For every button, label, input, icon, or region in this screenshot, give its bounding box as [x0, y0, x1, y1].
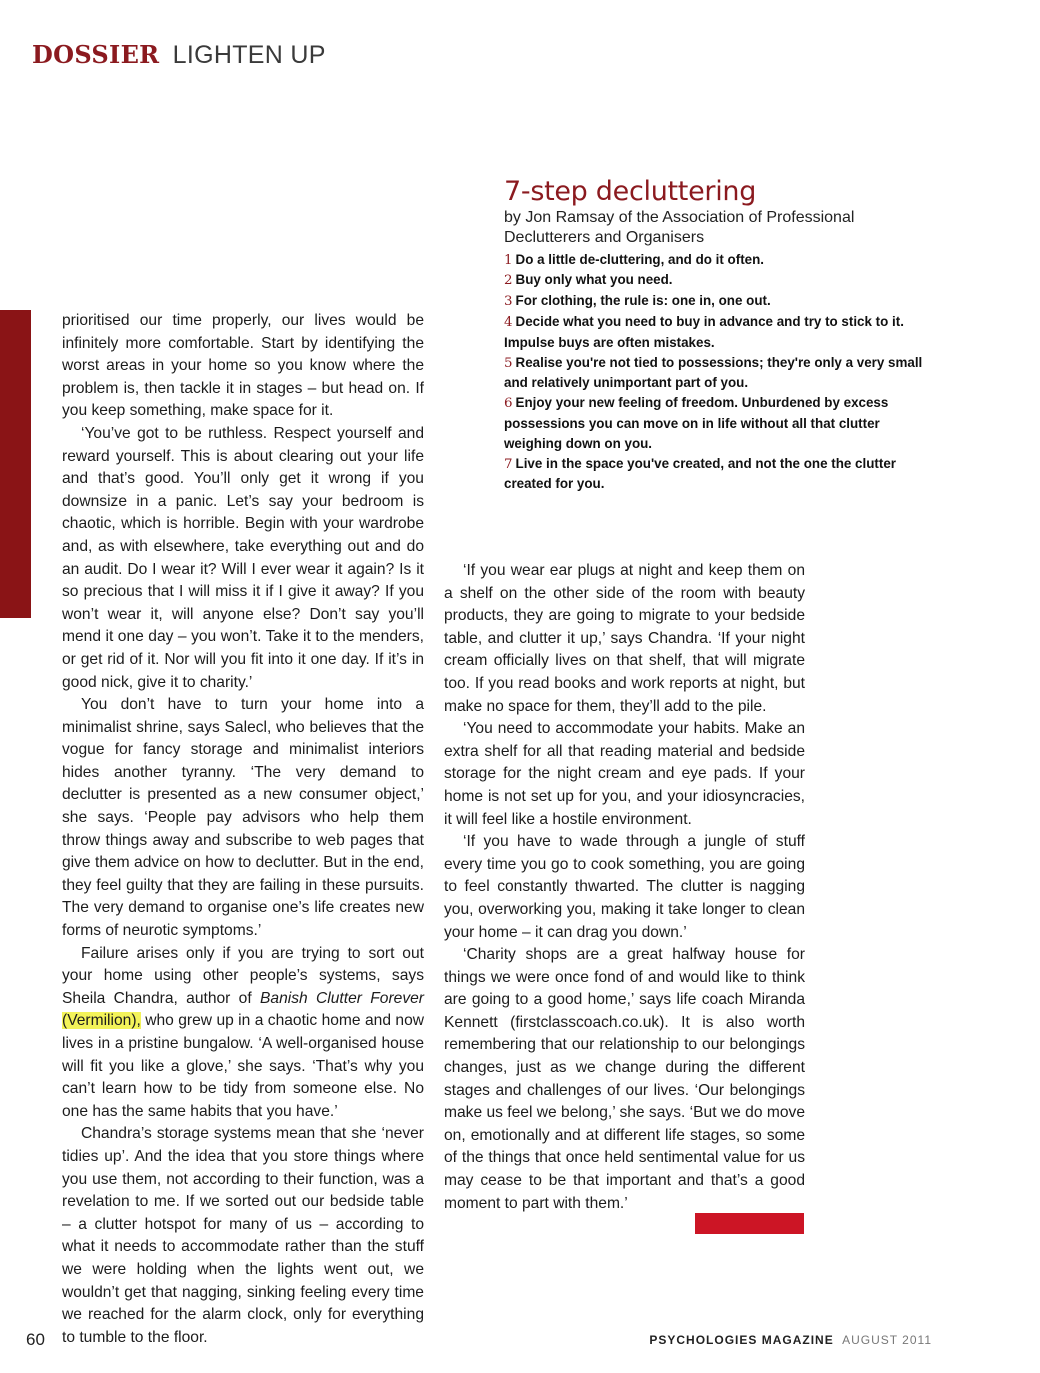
step-item — [504, 353, 924, 394]
step-item — [504, 454, 924, 495]
article-paragraph — [62, 943, 424, 1124]
article-paragraph: ‘If you have to wade through a jungle of stuff every time you go to cook something, you are going to feel constantly thwarted. The clutter is nagging you, overworking you, making it take longer to clean your home – it can drag you down.’ — [444, 833, 805, 941]
step-text: For clothing, the rule is: one in, one out. — [515, 293, 771, 309]
article-column-left — [62, 310, 424, 1349]
step-item — [504, 250, 924, 271]
sidebar-title: 7-step decluttering — [504, 176, 757, 207]
article-paragraph: You don’t have to turn your home into a minimalist shrine, says Salecl, who believes that the vogue for fancy storage and minimalist interiors hides another tyranny. ‘The very demand to declutter is presented as a new consumer object,’ she says. ‘People pay advisors who help them throw things away and subscribe to web pages that give them advice on how to declutter. But in the end, they feel guilty that they are failing in these pursuits. The very demand to organise one’s life creates new forms of neurotic symptoms.’ — [62, 696, 424, 940]
step-item — [504, 393, 924, 453]
step-text: Do a little de-cluttering, and do it often. — [515, 251, 764, 267]
page-number: 60 — [26, 1330, 45, 1349]
section-subtitle: LIGHTEN UP — [172, 41, 326, 69]
highlighted-publisher: (Vermilion), — [62, 1012, 141, 1030]
step-number: 7 — [504, 456, 513, 472]
step-number: 3 — [504, 294, 513, 310]
decluttering-sidebar — [504, 176, 924, 494]
article-paragraph: ‘You need to accommodate your habits. Make an extra shelf for all that reading material and bedside storage for the night cream and eye pads. If your home is not set up for you, and your idiosyncracies, it will feel like a hostile environment. — [444, 720, 805, 828]
step-number: 1 — [504, 252, 513, 268]
paragraph-text: who grew up in a chaotic home and now lives in a pristine bungalow. ‘A well-organised house will fit you like a glove,’ she says. ‘That’s why you can’t learn how to be tidy from someone else. No one has the same habits that you have.’ — [62, 1012, 424, 1120]
step-number: 6 — [504, 396, 513, 412]
step-text: Live in the space you've created, and not the one the clutter created for you. — [504, 455, 896, 492]
step-item — [504, 270, 924, 291]
step-item — [504, 312, 924, 353]
book-title: Banish Clutter Forever — [260, 989, 424, 1007]
article-paragraph: ‘You’ve got to be ruthless. Respect yourself and reward yourself. This is about clearing out your life and that’s good. You’ll only get it wrong if you downsize in a panic. Let’s say your bedroom is chaotic, which is horrible. Begin with your wardrobe and, as with elsewhere, take everything out and do an audit. Do I wear it? Will I ever wear it again? Is it so precious that I will miss it if I give it away? If you won’t wear it, will anyone else? Don’t say you’ll mend it one day – you won’t. Take it to the menders, or get rid of it. Nor will you fit into it one day. If it’s in good nick, give it to charity.’ — [62, 424, 424, 691]
sidebar-byline: by Jon Ramsay of the Association of Professional Declutterers and Organisers — [504, 209, 855, 246]
step-text: Buy only what you need. — [515, 272, 673, 288]
step-text: Enjoy your new feeling of freedom. Unburdened by excess possessions you can move on in life without all that clutter weighing down on you. — [504, 395, 889, 451]
article-paragraph: prioritised our time properly, our lives would be infinitely more comfortable. Start by identifying the worst areas in your home so you know where the problem is, then tackle it in stages – but head on. If you keep something, make space for it. — [62, 312, 424, 420]
issue-date: AUGUST 2011 — [842, 1333, 932, 1347]
article-paragraph: ‘Charity shops are a great halfway house for things we were once fond of and would like to think are going to a good home,’ says life coach Miranda Kennett (firstclasscoach.co.uk). It is also worth remembering that our relationship to our belongings changes, just as we change during the different stages and challenges of our lives. ‘Our belongings make us feel we belong,’ she says. ‘But we do move on, emotionally and at different life stages, so some of the things that once held sentimental value for us may cease to be that important and that’s a good moment to part with them.’ — [444, 946, 805, 1212]
step-item — [504, 291, 924, 312]
step-number: 2 — [504, 273, 513, 289]
steps-list — [504, 250, 924, 495]
step-number: 4 — [504, 314, 513, 330]
section-header — [32, 40, 326, 70]
article-end-marker — [695, 1213, 804, 1234]
decorative-red-bar — [0, 310, 31, 618]
page-footer — [649, 1333, 932, 1347]
article-paragraph: Chandra’s storage systems mean that she ‘never tidies up’. And the idea that you store things where you use them, not according to their function, was a revelation to me. If we sorted out our bedside table – a clutter hotspot for many of us – according to what it needs to accommodate rather than the stuff we were holding when the lights went out, we wouldn’t get that nagging, sinking feeling every time we reached for the alarm clock, only for everything to tumble to the floor. — [62, 1125, 424, 1346]
article-paragraph: ‘If you wear ear plugs at night and keep them on a shelf on the other side of the room with beauty products, they are going to migrate to your bedside table, and clutter it up,’ says Chandra. ‘If your night cream officially lives on that shelf, that will migrate too. If you read books and work reports at night, but make no space for them, they’ll add to the pile. — [444, 562, 805, 715]
article-column-right — [444, 560, 805, 1215]
step-number: 5 — [504, 355, 513, 371]
section-title: DOSSIER — [32, 40, 160, 69]
paragraph-text: Failure arises only if you are trying to sort out your home using other people’s systems, says Sheila Chandra, author of — [62, 944, 424, 1007]
step-text: Realise you're not tied to possessions; they're only a very small and relatively unimportant part of you. — [504, 354, 923, 391]
step-text: Decide what you need to buy in advance and try to stick to it. Impulse buys are often mistakes. — [504, 313, 904, 350]
magazine-name: PSYCHOLOGIES MAGAZINE — [649, 1333, 834, 1347]
